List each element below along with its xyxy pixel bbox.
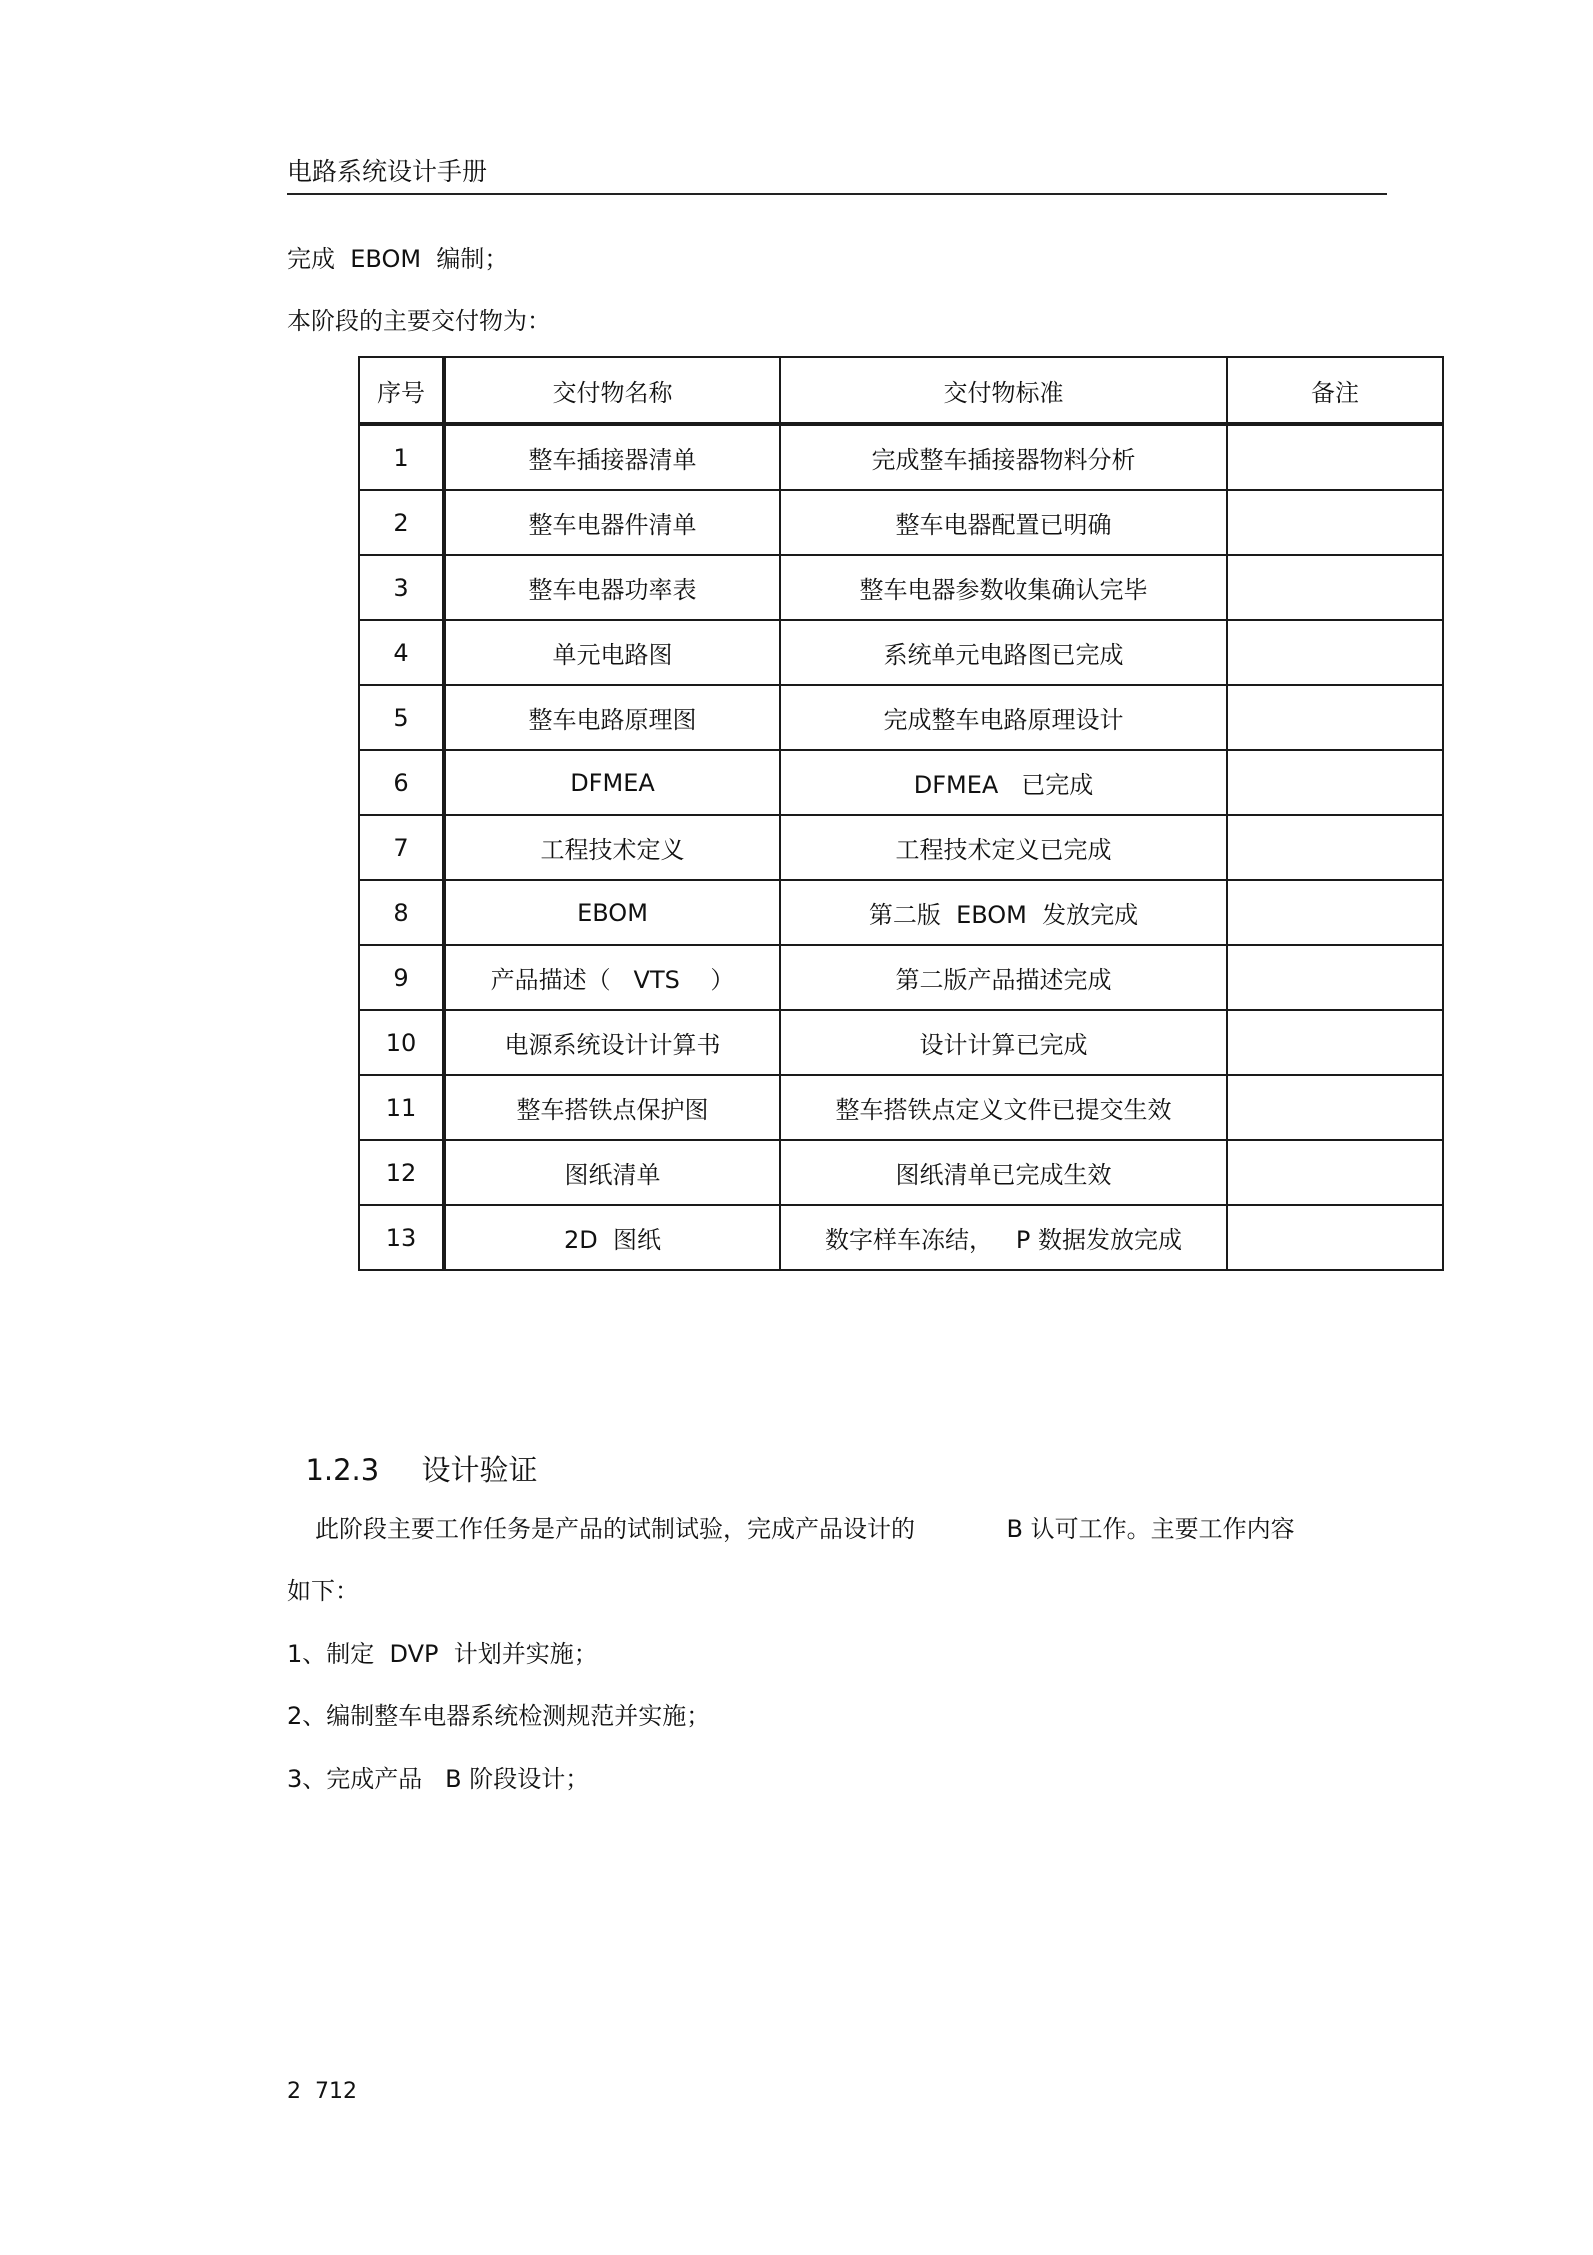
cell-note [1227, 620, 1443, 685]
cell-note [1227, 1205, 1443, 1270]
cell-no: 8 [359, 880, 444, 945]
col-header-name: 交付物名称 [444, 357, 780, 424]
table-row [359, 880, 1443, 945]
col-header-no: 序号 [359, 357, 444, 424]
cell-standard: DFMEA 已完成 [780, 750, 1227, 815]
col-header-standard: 交付物标准 [780, 357, 1227, 424]
list-item: 1、制定 DVP 计划并实施； [287, 1640, 598, 1668]
cell-standard: 整车搭铁点定义文件已提交生效 [780, 1075, 1227, 1140]
cell-no: 5 [359, 685, 444, 750]
cell-name: 图纸清单 [444, 1140, 780, 1205]
table-row [359, 945, 1443, 1010]
cell-no: 3 [359, 555, 444, 620]
cell-standard: 图纸清单已完成生效 [780, 1140, 1227, 1205]
header-divider [287, 193, 1387, 195]
cell-note [1227, 1140, 1443, 1205]
cell-name: 整车插接器清单 [444, 424, 780, 490]
cell-name: 整车电路原理图 [444, 685, 780, 750]
cell-standard: 第二版 EBOM 发放完成 [780, 880, 1227, 945]
cell-note [1227, 880, 1443, 945]
table-row [359, 1140, 1443, 1205]
cell-name: 2D 图纸 [444, 1205, 780, 1270]
cell-note [1227, 1010, 1443, 1075]
header-title: 电路系统设计手册 [287, 157, 488, 186]
table-row [359, 555, 1443, 620]
cell-no: 2 [359, 490, 444, 555]
cell-note [1227, 1075, 1443, 1140]
intro-line-ebom: 完成 EBOM 编制； [287, 245, 509, 273]
cell-note [1227, 815, 1443, 880]
cell-name: EBOM [444, 880, 780, 945]
table-row [359, 815, 1443, 880]
cell-standard: 工程技术定义已完成 [780, 815, 1227, 880]
cell-no: 13 [359, 1205, 444, 1270]
list-item: 3、完成产品 B 阶段设计； [287, 1765, 590, 1793]
cell-no: 6 [359, 750, 444, 815]
cell-no: 11 [359, 1075, 444, 1140]
section-heading [287, 1410, 537, 1490]
cell-standard: 整车电器配置已明确 [780, 490, 1227, 555]
section-paragraph-line2: 如下： [287, 1577, 359, 1605]
cell-standard: 数字样车冻结， P 数据发放完成 [780, 1205, 1227, 1270]
cell-note [1227, 424, 1443, 490]
cell-name: 整车电器件清单 [444, 490, 780, 555]
cell-no: 9 [359, 945, 444, 1010]
page-number: 2 712 [287, 2079, 357, 2104]
section-paragraph-line1: 此阶段主要工作任务是产品的试制试验，完成产品设计的 B 认可工作。主要工作内容 [315, 1515, 1295, 1543]
cell-note [1227, 685, 1443, 750]
list-item: 2、编制整车电器系统检测规范并实施； [287, 1702, 711, 1730]
cell-name: 整车电器功率表 [444, 555, 780, 620]
cell-name: 工程技术定义 [444, 815, 780, 880]
cell-name: DFMEA [444, 750, 780, 815]
table-row [359, 1205, 1443, 1270]
col-header-note: 备注 [1227, 357, 1443, 424]
cell-standard: 完成整车电路原理设计 [780, 685, 1227, 750]
cell-standard: 整车电器参数收集确认完毕 [780, 555, 1227, 620]
section-title: 设计验证 [421, 1453, 538, 1487]
cell-standard: 设计计算已完成 [780, 1010, 1227, 1075]
section-number: 1.2.3 [305, 1453, 380, 1487]
cell-standard: 第二版产品描述完成 [780, 945, 1227, 1010]
table-row [359, 1075, 1443, 1140]
cell-no: 10 [359, 1010, 444, 1075]
cell-name: 整车搭铁点保护图 [444, 1075, 780, 1140]
table-header-row [359, 357, 1443, 424]
cell-note [1227, 750, 1443, 815]
cell-no: 4 [359, 620, 444, 685]
cell-note [1227, 555, 1443, 620]
cell-note [1227, 490, 1443, 555]
table-row [359, 750, 1443, 815]
cell-standard: 完成整车插接器物料分析 [780, 424, 1227, 490]
table-row [359, 1010, 1443, 1075]
deliverables-table [358, 356, 1444, 1271]
cell-standard: 系统单元电路图已完成 [780, 620, 1227, 685]
table-row [359, 620, 1443, 685]
cell-no: 7 [359, 815, 444, 880]
intro-line-deliverables: 本阶段的主要交付物为： [287, 307, 551, 335]
cell-note [1227, 945, 1443, 1010]
table-row [359, 490, 1443, 555]
cell-name: 产品描述（ VTS ） [444, 945, 780, 1010]
cell-no: 12 [359, 1140, 444, 1205]
table-row [359, 424, 1443, 490]
cell-name: 单元电路图 [444, 620, 780, 685]
cell-no: 1 [359, 424, 444, 490]
cell-name: 电源系统设计计算书 [444, 1010, 780, 1075]
table-row [359, 685, 1443, 750]
